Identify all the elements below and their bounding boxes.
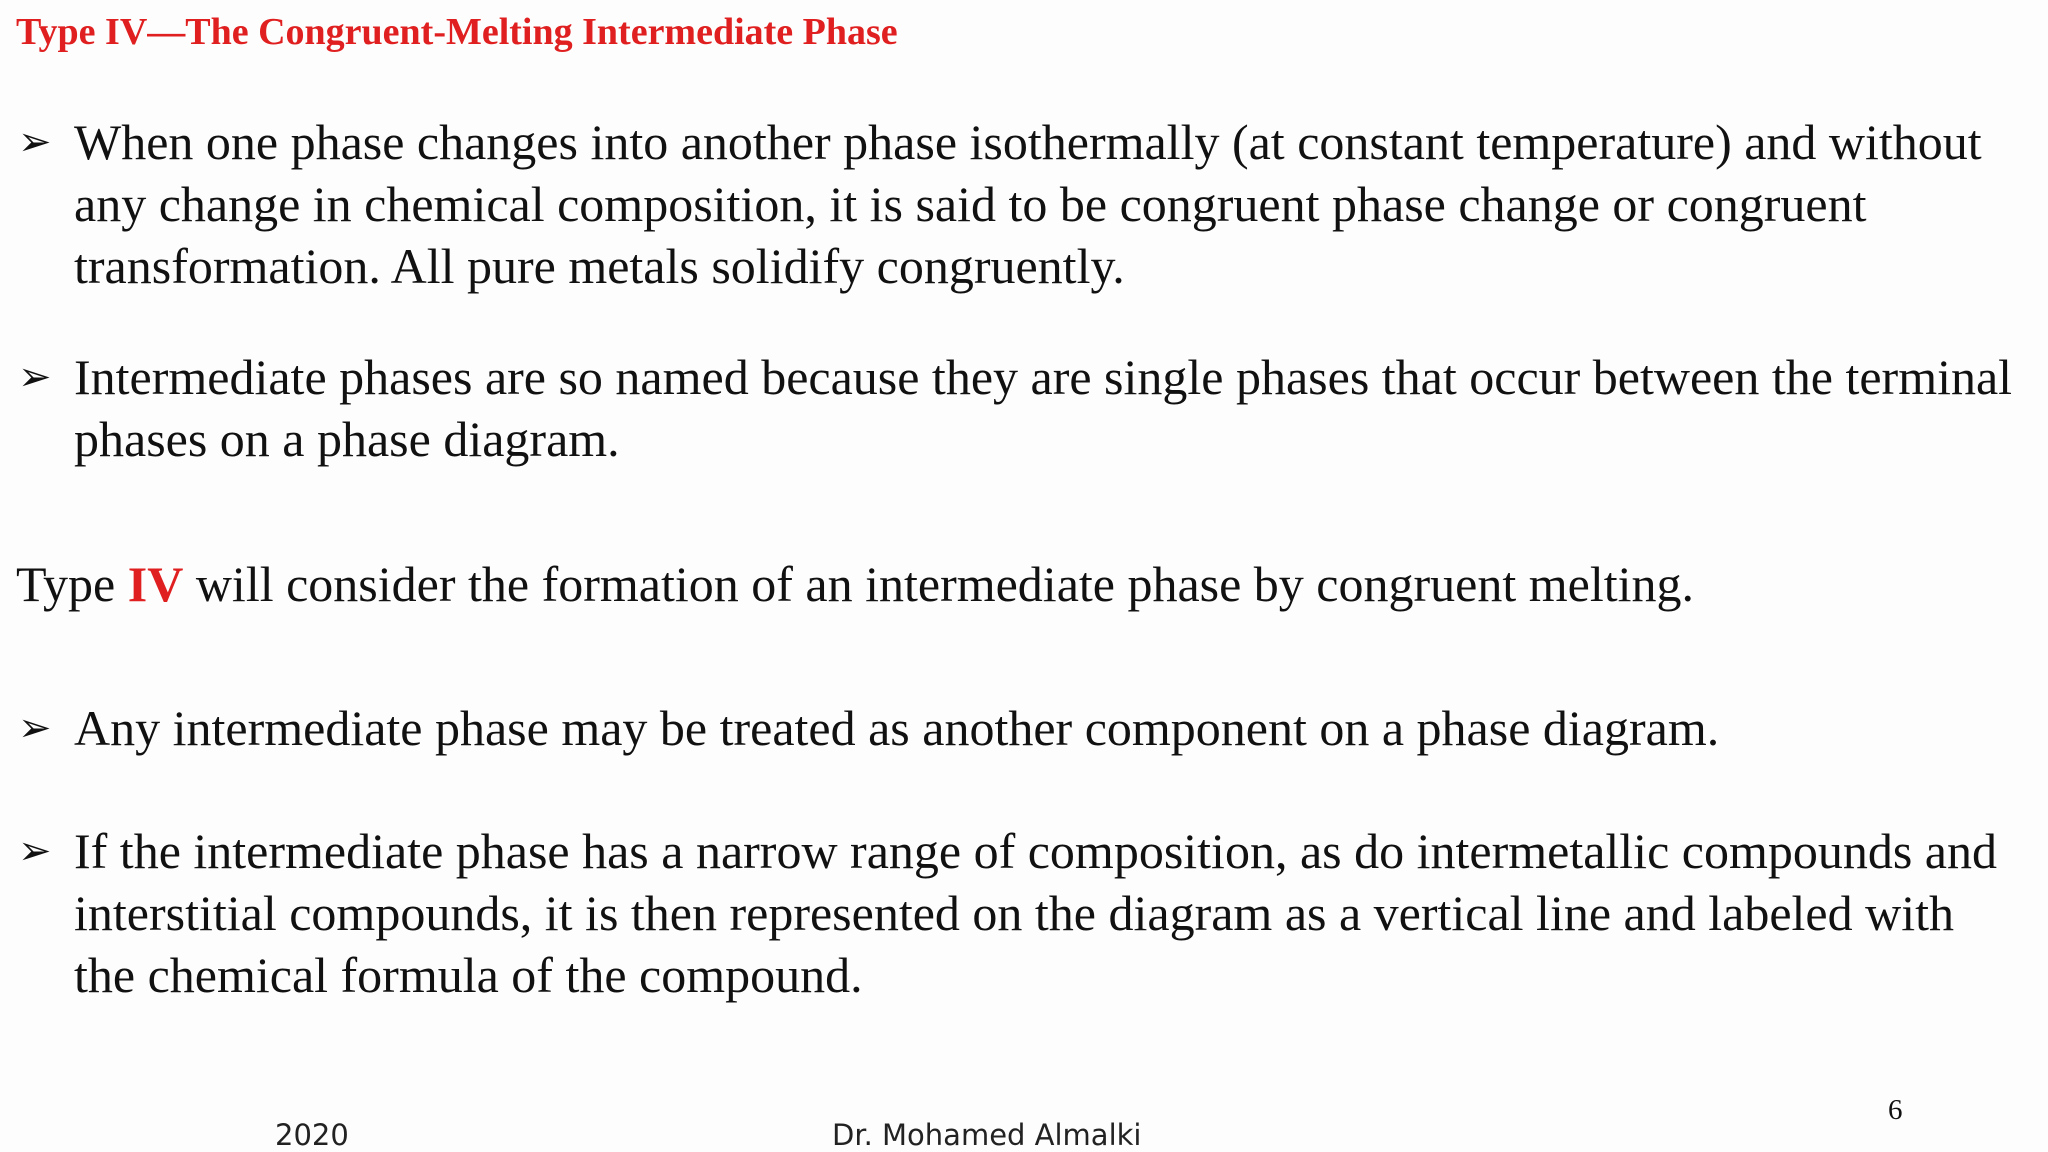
bullet-text: When one phase changes into another phase isothermally (at constant temperature) and without any change in chemical composition, it is said to be congruent phase change or congruent transformation. All pure metals solidify congruently.: [74, 114, 1982, 294]
arrow-bullet-icon: ➢: [18, 354, 52, 400]
bullet-text: If the intermediate phase has a narrow range of composition, as do intermetallic compounds and interstitial compounds, it is then represented on the diagram as a vertical line and labeled with the chemical formula of the compound.: [74, 823, 1997, 1003]
type-statement-highlight: IV: [127, 556, 184, 612]
arrow-bullet-icon: ➢: [18, 119, 52, 165]
arrow-bullet-icon: ➢: [18, 705, 52, 751]
bullet-item: [18, 820, 2013, 1006]
type-statement-suffix: will consider the formation of an intermediate phase by congruent melting.: [183, 556, 1694, 612]
bullet-item: [18, 346, 2013, 470]
footer-author: Dr. Mohamed Almalki: [832, 1118, 1142, 1152]
arrow-bullet-icon: ➢: [18, 828, 52, 874]
bullet-item: [18, 697, 2013, 759]
bullet-text: Any intermediate phase may be treated as another component on a phase diagram.: [74, 700, 1720, 756]
slide-title: Type IV—The Congruent-Melting Intermediate Phase: [16, 11, 898, 53]
bullet-item: [18, 111, 2013, 297]
footer-year: 2020: [275, 1118, 349, 1152]
type-statement-prefix: Type: [16, 556, 128, 612]
type-statement: [16, 553, 1694, 615]
bullet-text: Intermediate phases are so named because they are single phases that occur between the terminal phases on a phase diagram.: [74, 349, 2013, 467]
page-number: 6: [1888, 1094, 1903, 1126]
